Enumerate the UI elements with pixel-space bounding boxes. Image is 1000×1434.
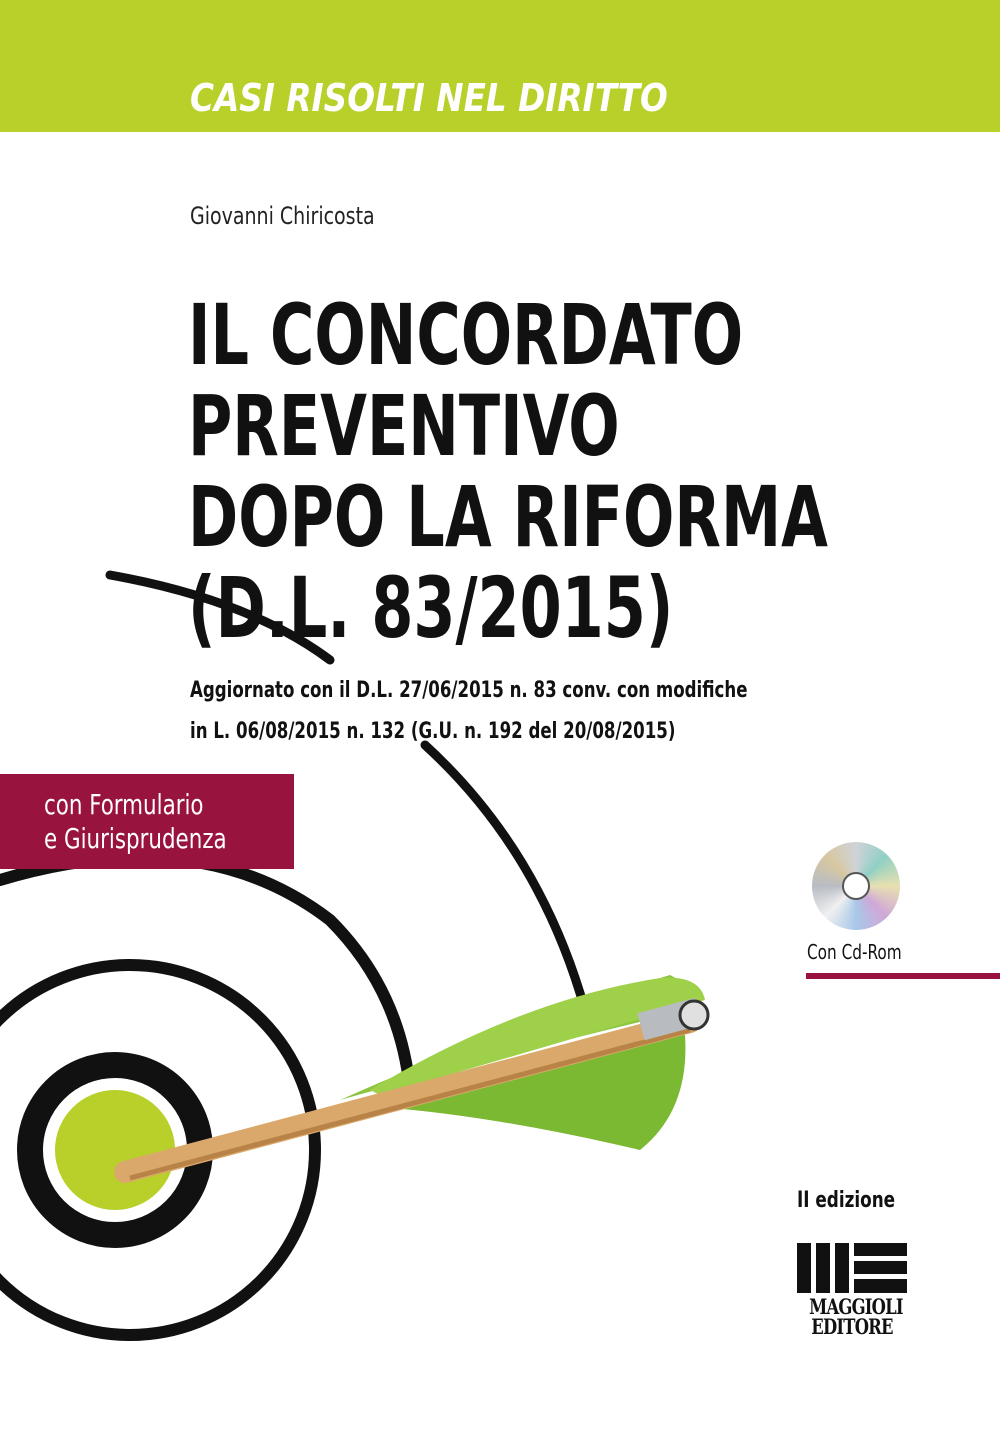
book-title [188, 286, 828, 657]
cd-rom-icon [812, 842, 900, 930]
cd-divider [806, 973, 1000, 979]
series-title: CASI RISOLTI NEL DIRITTO [190, 76, 668, 120]
author: Giovanni Chiricosta [190, 202, 375, 230]
badge-line: con Formulario [44, 788, 204, 821]
target-bullseye [55, 1090, 175, 1210]
title-line: DOPO LA RIFORMA [188, 468, 828, 566]
title-line: (D.L. 83/2015) [188, 559, 674, 657]
title-line: IL CONCORDATO [188, 286, 744, 384]
subtitle-line: Aggiornato con il D.L. 27/06/2015 n. 83 conv. con modifiche [190, 678, 748, 703]
feature-badge [0, 774, 294, 869]
edition: II edizione [797, 1188, 896, 1213]
target-ring-outer-2 [425, 745, 585, 1010]
publisher-logo [797, 1243, 907, 1337]
cd-rom-label: Con Cd-Rom [807, 940, 902, 964]
subtitle [190, 670, 748, 752]
publisher-name: EDITORE [811, 1314, 893, 1339]
subtitle-line: in L. 06/08/2015 n. 132 (G.U. n. 192 del 20/08/2015) [190, 719, 676, 744]
publisher-name: MAGGIOLI [809, 1294, 903, 1319]
title-line: PREVENTIVO [188, 377, 620, 475]
publisher-logo-icon [797, 1243, 907, 1293]
badge-line: e Giurisprudenza [44, 822, 227, 855]
